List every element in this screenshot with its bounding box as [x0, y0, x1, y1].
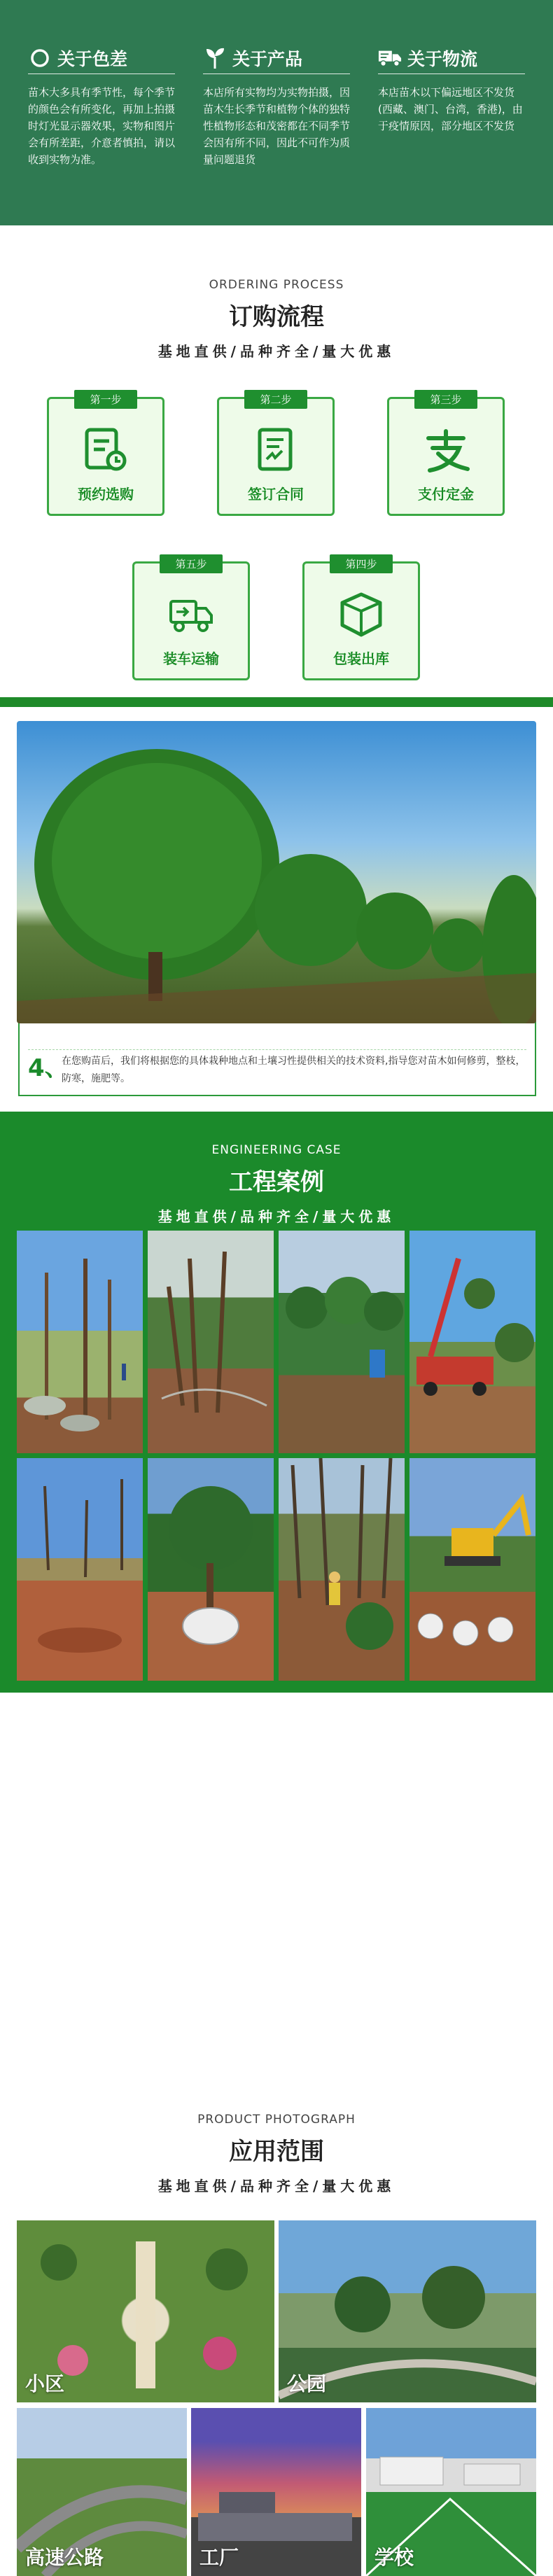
step-badge: 第二步 — [244, 390, 307, 409]
step-card — [217, 393, 335, 516]
application-label: 小区 — [25, 2372, 65, 2395]
notice-text: 苗木大多具有季节性，每个季节的颜色会有所变化，再加上拍摄时灯光显示器效果，实物和图片会有所差距，介意者慎拍，请以收到实物为准。 — [28, 86, 176, 166]
alipay-icon — [421, 427, 470, 473]
section-subtitle: 基地直供/品种齐全/量大优惠 — [158, 343, 396, 360]
notice-product — [189, 42, 364, 225]
guarantee-text: 在您购苗后，我们将根据您的具体栽种地点和土壤习性提供相关的技术资料,指导您对苗木如何修剪，整枝，防寒，施肥等。 — [62, 1056, 526, 1084]
school-photo — [366, 2408, 536, 2576]
transplant-site-photo — [148, 1231, 274, 1453]
divider-bar — [0, 697, 553, 707]
notice-band — [0, 0, 553, 225]
hero-tree-avenue-photo — [17, 721, 536, 1023]
section-subtitle: 基地直供/品种齐全/量大优惠 — [158, 2178, 396, 2194]
step-badge: 第四步 — [330, 554, 392, 573]
section-en-title: PRODUCT PHOTOGRAPH — [197, 2113, 356, 2127]
package-box-icon — [337, 592, 386, 638]
section-title: 工程案例 — [229, 1168, 324, 1196]
section-header — [0, 1143, 553, 1226]
factory-photo — [191, 2408, 361, 2576]
step-label: 包装出库 — [333, 650, 389, 667]
step-badge: 第一步 — [74, 390, 136, 409]
notice-head — [203, 42, 350, 74]
notice-color-diff — [14, 42, 189, 225]
application-label: 工厂 — [200, 2546, 239, 2569]
step-label: 装车运输 — [163, 650, 219, 667]
guarantee-item — [28, 1053, 526, 1093]
excavator-photo — [410, 1458, 536, 1681]
ordering-section — [0, 225, 553, 707]
step-badge: 第三步 — [414, 390, 477, 409]
notice-title: 关于色差 — [57, 48, 128, 69]
step-label: 签订合同 — [248, 486, 304, 503]
notice-logistics — [364, 42, 539, 225]
step-label: 预约选购 — [78, 486, 134, 503]
worker-in-grove-photo — [279, 1458, 405, 1681]
notice-head — [28, 42, 175, 74]
step-label: 支付定金 — [418, 486, 474, 503]
contract-icon — [251, 427, 300, 473]
section-en-title: ORDERING PROCESS — [209, 278, 344, 292]
sprout-icon — [203, 46, 227, 70]
notice-title: 关于产品 — [232, 48, 303, 69]
order-list-icon — [81, 427, 130, 473]
crane-truck-photo — [410, 1231, 536, 1453]
delivery-truck-icon — [167, 592, 216, 638]
section-title: 应用范围 — [229, 2138, 324, 2166]
case-photo-grid — [17, 1231, 536, 1681]
application-label: 公园 — [287, 2372, 327, 2395]
truck-icon — [378, 46, 402, 70]
step-card — [47, 393, 164, 516]
section-en-title: ENGINEERING CASE — [211, 1143, 342, 1157]
step-badge: 第五步 — [160, 554, 222, 573]
highway-photo — [17, 2408, 187, 2576]
root-ball-photo — [148, 1458, 274, 1681]
circle-icon — [28, 46, 52, 70]
notice-title: 关于物流 — [407, 48, 478, 69]
section-subtitle: 基地直供/品种齐全/量大优惠 — [158, 1208, 396, 1225]
step-card — [132, 558, 250, 680]
engineering-section — [0, 1112, 553, 1693]
step-card — [302, 558, 420, 680]
section-header — [0, 2094, 553, 2195]
notice-head — [378, 42, 525, 74]
residential-area-photo — [17, 2220, 274, 2402]
guarantee-num: 4、 — [28, 1054, 69, 1082]
section-header — [0, 278, 553, 360]
application-section — [0, 2094, 553, 2575]
notice-text: 本店苗木以下偏远地区不发货(西藏、澳门、台湾，香港)，由于疫情原因，部分地区不发货 — [378, 86, 523, 132]
park-photo — [279, 2220, 536, 2402]
section-title: 订购流程 — [229, 303, 324, 331]
nursery-rows-photo — [279, 1231, 405, 1453]
step-card — [387, 393, 505, 516]
application-label: 学校 — [374, 2546, 414, 2569]
tree-planting-photo — [17, 1231, 143, 1453]
notice-text: 本店所有实物均为实物拍摄，因苗木生长季节和植物个体的独特性植物形态和茂密都在不同季节会因有所不同，因此不可作为质量问题退货 — [203, 86, 351, 166]
field-trees-photo — [17, 1458, 143, 1681]
application-label: 高速公路 — [25, 2546, 104, 2569]
